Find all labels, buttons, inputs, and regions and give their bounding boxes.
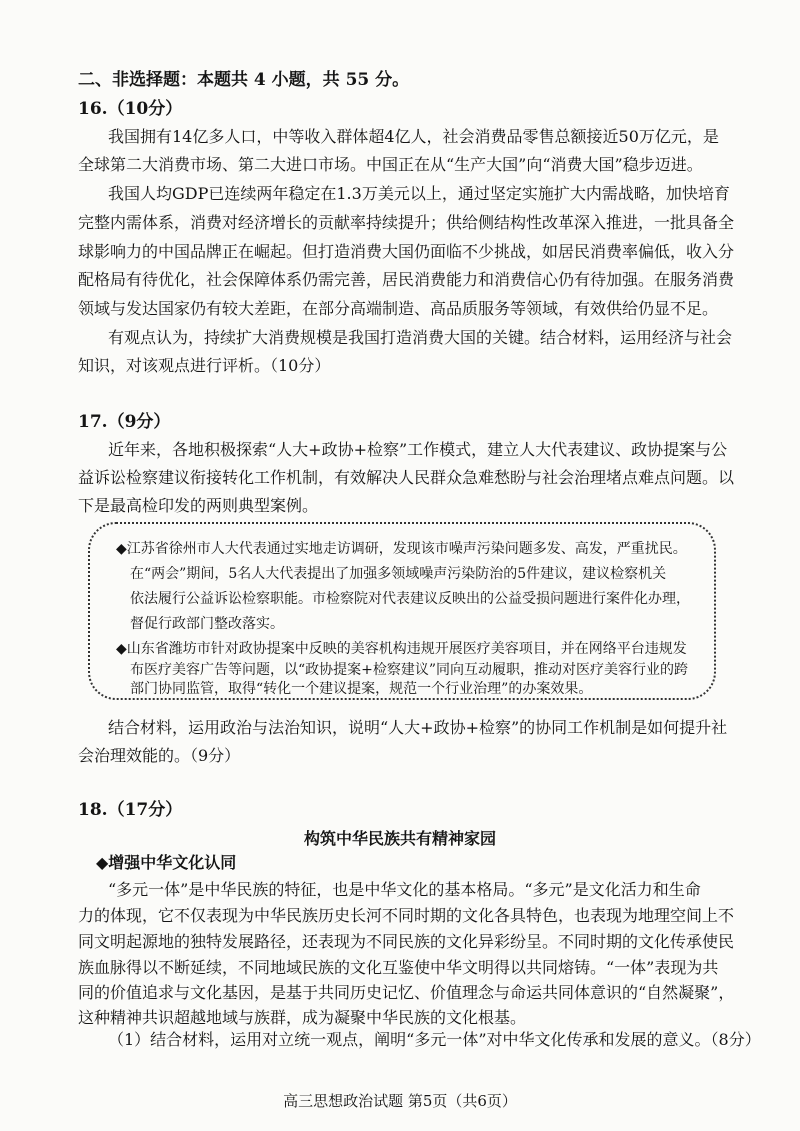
page-footer: 高三思想政治试题 第5页（共6页） xyxy=(283,1092,517,1110)
q18-label: 18.（17分） xyxy=(78,800,183,820)
q16-line: 配格局有待优化，社会保障体系仍需完善，居民消费能力和消费信心仍有待加强。在服务消费 xyxy=(78,270,735,289)
case-line: 部门协同监管，取得“转化一个建议提案，规范一个行业治理”的办案效果。 xyxy=(130,681,593,697)
q17-question: 结合材料，运用政治与法治知识，说明“人大+政协+检察”的协同工作机制是如何提升社 xyxy=(108,718,728,737)
q18-line: 这种精神共识超越地域与族群，成为凝聚中华民族的文化根基。 xyxy=(78,1008,527,1027)
q16-line: 领域与发达国家仍有较大差距，在部分高端制造、高品质服务等领域，有效供给仍显不足。 xyxy=(78,299,719,318)
q16-label: 16.（10分） xyxy=(78,99,183,119)
q17-intro-line: 益诉讼检察建议衔接转化工作机制，有效解决人民群众急难愁盼与社会治理堵点难点问题。以 xyxy=(78,468,735,487)
q16-question: 知识，对该观点进行评析。（10分） xyxy=(78,356,331,375)
q17-intro-line: 近年来，各地积极探索“人大+政协+检察”工作模式，建立人大代表建议、政协提案与公 xyxy=(108,440,728,459)
q17-label: 17.（9分） xyxy=(78,412,171,432)
q18-line: 同的价值追求与文化基因，是基于共同历史记忆、价值理念与命运共同体意识的“自然凝聚”， xyxy=(78,983,735,1002)
q17-question: 会治理效能的。（9分） xyxy=(78,746,241,765)
q16-question: 有观点认为，持续扩大消费规模是我国打造消费大国的关键。结合材料，运用经济与社会 xyxy=(108,328,733,347)
q18-line: “多元一体”是中华民族的特征，也是中华文化的基本格局。“多元”是文化活力和生命 xyxy=(108,880,701,899)
case-line: ◆江苏省徐州市人大代表通过实地走访调研，发现该市噪声污染问题多发、高发，严重扰民。 xyxy=(116,541,687,557)
q18-title: 构筑中华民族共有精神家园 xyxy=(303,829,496,848)
q16-line: 完整内需体系，消费对经济增长的贡献率持续提升；供给侧结构性改革深入推进，一批具备全 xyxy=(78,213,735,232)
q18-question: （1）结合材料，运用对立统一观点，阐明“多元一体”对中华文化传承和发展的意义。（8分） xyxy=(108,1030,761,1049)
q18-line: 力的体现，它不仅表现为中华民族历史长河不同时期的文化各具特色，也表现为地理空间上不 xyxy=(78,906,735,925)
case-line: 督促行政部门整改落实。 xyxy=(130,616,284,632)
section-header: 二、非选择题：本题共 4 小题，共 55 分。 xyxy=(78,70,410,90)
q16-line: 我国人均GDP已连续两年稳定在1.3万美元以上，通过坚定实施扩大内需战略，加快培育 xyxy=(108,184,730,203)
q18-line: 族血脉得以不断延续，不同地域民族的文化互鉴使中华文明得以共同熔铸。“一体”表现为共 xyxy=(78,958,719,977)
case-line: 布医疗美容广告等问题，以“政协提案+检察建议”同向互动履职，推动对医疗美容行业的跨 xyxy=(130,662,689,678)
q18-line: 同文明起源地的独特发展路径，还表现为不同民族的文化异彩纷呈。不同时期的文化传承使民 xyxy=(78,932,735,951)
q17-intro-line: 下是最高检印发的两则典型案例。 xyxy=(78,496,319,515)
case-line: 在“两会”期间，5名人大代表提出了加强多领域噪声污染防治的5件建议，建议检察机关 xyxy=(130,566,667,582)
case-line: 依法履行公益诉讼检察职能。市检察院对代表建议反映出的公益受损问题进行案件化办理， xyxy=(130,591,690,607)
q18-subhead: ◆增强中华文化认同 xyxy=(96,853,237,872)
case-line: ◆山东省潍坊市针对政协提案中反映的美容机构违规开展医疗美容项目，并在网络平台违规发 xyxy=(116,641,687,657)
q16-line: 全球第二大消费市场、第二大进口市场。中国正在从“生产大国”向“消费大国”稳步迈进。 xyxy=(78,155,703,174)
q16-line: 球影响力的中国品牌正在崛起。但打造消费大国仍面临不少挑战，如居民消费率偏低，收入分 xyxy=(78,242,735,261)
q16-line: 我国拥有14亿多人口，中等收入群体超4亿人，社会消费品零售总额接近50万亿元，是 xyxy=(108,127,719,146)
